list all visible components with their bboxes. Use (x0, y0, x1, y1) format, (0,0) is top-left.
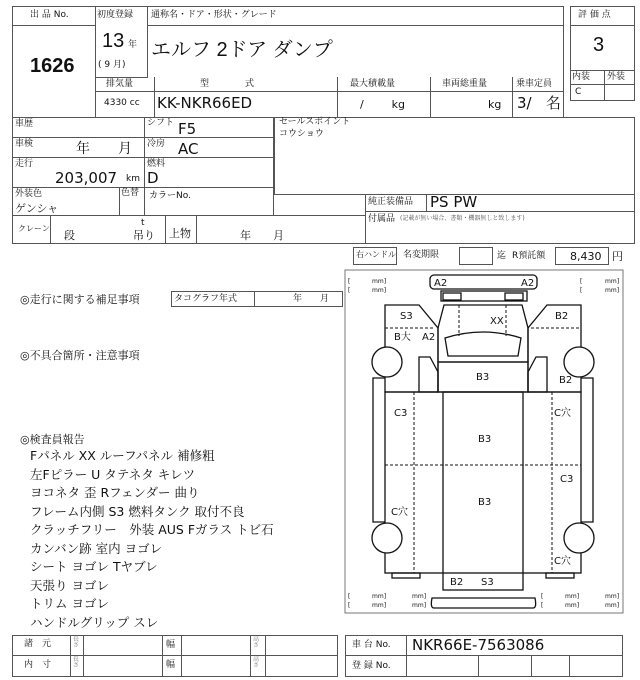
width-label: 幅 (166, 640, 176, 650)
color-no-label: カラーNo. (149, 191, 191, 201)
rear-bumper (431, 598, 535, 608)
report-line: Fパネル XX ルーフパネル 補修粗 (30, 448, 215, 463)
mm-unit: mm] (412, 602, 427, 609)
right-headlight (505, 293, 523, 300)
fuel-label: 燃料 (147, 159, 166, 169)
mileage-value: 203,007 (55, 169, 118, 187)
defects-label: ◎不具合箇所・注意事項 (20, 349, 140, 362)
recycle-label: R預託額 (512, 251, 546, 261)
right-mudguard (546, 573, 574, 578)
mm-unit: mm] (372, 278, 387, 285)
yen: 円 (612, 250, 623, 263)
height-label: 高さ (253, 636, 260, 649)
mark-left-pillar-2: A2 (422, 332, 436, 343)
first-reg-label: 初度登録 (97, 10, 134, 20)
mark-left-side-rear: C穴 (391, 507, 408, 518)
ac-value: AC (178, 140, 199, 158)
report-line: シート ヨゴレ Tヤブレ (30, 559, 158, 574)
mark-right-fender: B2 (559, 375, 573, 386)
tacho-label: タコグラフ年式 (174, 294, 238, 304)
inner-dims-label: 内 寸 (24, 660, 52, 670)
color-value: ゲンシャ (15, 202, 59, 215)
capacity: 3/ 名 (517, 94, 561, 112)
bracket: [ (541, 602, 544, 609)
mark-bed-front: B3 (478, 434, 492, 445)
recycle-fee: 8,430 (570, 250, 602, 263)
driving-notes-label: ◎走行に関する補足事項 (20, 293, 140, 306)
report-line: クラッチフリー 外装 AUS Fガラス トビ石 (30, 522, 274, 537)
shift-value: F5 (178, 120, 197, 138)
registration-label: 登 録 No. (352, 661, 391, 671)
report-line: 天張り ヨゴレ (30, 577, 109, 593)
left-headlight (443, 293, 461, 300)
gross-weight-label: 車両総重量 (442, 79, 488, 89)
mark-roof: XX (490, 316, 504, 327)
grade-label: 評 価 点 (578, 10, 611, 20)
bracket: [ (580, 287, 583, 294)
max-load: / kg (360, 98, 406, 111)
mark-right-side-front: C穴 (554, 408, 571, 419)
report-line: カンバン跡 室内 ヨゴレ (30, 540, 163, 556)
divider (478, 655, 532, 677)
sales-point-text: コウショウ (279, 129, 324, 139)
bracket: [ (348, 602, 351, 609)
left-mudguard (392, 573, 420, 578)
mm-unit: mm] (605, 287, 620, 294)
lot-no-label: 出 品 No. (30, 10, 69, 20)
right-step (528, 357, 547, 392)
upper-label: 上物 (169, 227, 191, 240)
accessories-note: (記載が無い場合、書類・機器無しと致します) (400, 215, 525, 222)
left-rail (373, 378, 385, 522)
mm-unit: mm] (372, 593, 387, 600)
report-line: ハンドルグリップ スレ (30, 614, 159, 630)
color-change-label: 色替 (121, 188, 140, 198)
displacement-label: 排気量 (106, 79, 134, 89)
mark-bumper-right: A2 (521, 278, 535, 289)
left-step (419, 357, 438, 392)
divider (569, 655, 570, 677)
mm-unit: mm] (605, 593, 620, 600)
reg-year: 13 (102, 30, 125, 52)
sales-point-label: セールスポイント (279, 117, 351, 127)
bed-center-panel (443, 392, 523, 590)
mm-unit: mm] (372, 602, 387, 609)
model-code: KK-NKR66ED (157, 94, 253, 112)
history-label: 車歴 (15, 119, 34, 129)
chassis-no: NKR66E-7563086 (412, 636, 545, 654)
tacho-value: 年 月 (293, 294, 330, 304)
divider (406, 635, 407, 677)
crane-stage: 段 (64, 229, 75, 242)
inspection-label: 車検 (15, 139, 34, 149)
report-line: トリム ヨゴレ (30, 596, 109, 611)
rear-left-wheel (372, 523, 402, 553)
mm-unit: mm] (605, 602, 620, 609)
mark-tail-1: B2 (450, 577, 464, 588)
vehicle-name: エルフ 2ドア ダンプ (151, 39, 333, 61)
bracket: [ (348, 287, 351, 294)
gross-weight: kg (488, 98, 502, 111)
mark-left-side-front: C3 (394, 408, 408, 419)
mark-bed-rear: B3 (478, 497, 492, 508)
capacity-label: 乗車定員 (516, 79, 553, 89)
mm-unit: mm] (565, 602, 580, 609)
grade-score: 3 (593, 34, 605, 56)
report-line: フレーム内側 S3 燃料タンク 取付不良 (30, 503, 245, 519)
mark-right-door: B2 (555, 311, 569, 322)
max-load-label: 最大積載量 (350, 79, 396, 89)
front-left-wheel (372, 347, 402, 377)
lot-no: 1626 (30, 55, 75, 77)
rear-right-wheel (564, 523, 594, 553)
cab (438, 305, 528, 362)
inspection-value: 年 月 (76, 141, 132, 157)
bracket: [ (348, 593, 351, 600)
bracket: [ (541, 593, 544, 600)
steering: 右ハンドル (356, 250, 396, 259)
mileage-unit: km (126, 174, 140, 184)
ac-label: 冷房 (147, 139, 166, 149)
accessories-label: 付属品 (368, 214, 396, 224)
width-label: 幅 (166, 660, 176, 670)
name-label: 通称名・ドア・形状・グレード (151, 10, 277, 20)
mm-unit: mm] (412, 593, 427, 600)
upper-date: 年 月 (240, 229, 284, 242)
mm-unit: mm] (605, 278, 620, 285)
mileage-label: 走行 (15, 159, 34, 169)
mark-left-door: S3 (400, 311, 413, 322)
height-label: 高さ (253, 656, 260, 669)
crane-label: クレーン (18, 224, 50, 233)
bracket: [ (348, 278, 351, 285)
length-label: 長さ (73, 656, 80, 669)
dims-label: 諸 元 (24, 639, 52, 649)
mark-bumper-left: A2 (434, 278, 448, 289)
shift-label: シフト (147, 118, 175, 128)
equipment-value: PS PW (430, 193, 478, 211)
inspector-report-label: ◎検査員報告 (20, 433, 85, 446)
report-line: 左Fピラー U タテネタ キレツ (30, 466, 196, 482)
name-change-label: 名変期限 (403, 250, 440, 260)
interior-grade: C (575, 87, 582, 97)
interior-label: 内装 (572, 72, 591, 82)
exterior-label: 外装 (607, 72, 626, 82)
mark-cab-back: B3 (476, 372, 490, 383)
length-label: 長さ (73, 636, 80, 649)
windshield (445, 332, 521, 356)
equipment-label: 純正装備品 (368, 197, 414, 207)
model-label: 型 式 (200, 79, 255, 89)
mm-unit: mm] (372, 287, 387, 294)
until: 迄 (497, 251, 507, 261)
chassis-label: 車 台 No. (352, 640, 391, 650)
report-line: ヨコネタ 歪 Rフェンダー 曲り (30, 485, 200, 500)
displacement: 4330 cc (104, 98, 140, 108)
mark-right-side-rear: C3 (560, 474, 574, 485)
right-rail (581, 378, 593, 522)
mark-right-rear: C穴 (554, 556, 571, 567)
mark-tail-2: S3 (481, 577, 494, 588)
crane-lift: 吊り (133, 229, 155, 242)
fuel-value: D (147, 169, 159, 187)
crane-t: t (141, 218, 145, 228)
year-unit: 年 (128, 40, 138, 50)
mark-left-pillar: B大 (394, 332, 411, 343)
reg-month: ( 9 月) (98, 60, 126, 70)
front-right-wheel (564, 347, 594, 377)
bracket: [ (580, 278, 583, 285)
color-label: 外装色 (15, 189, 43, 199)
mm-unit: mm] (565, 593, 580, 600)
